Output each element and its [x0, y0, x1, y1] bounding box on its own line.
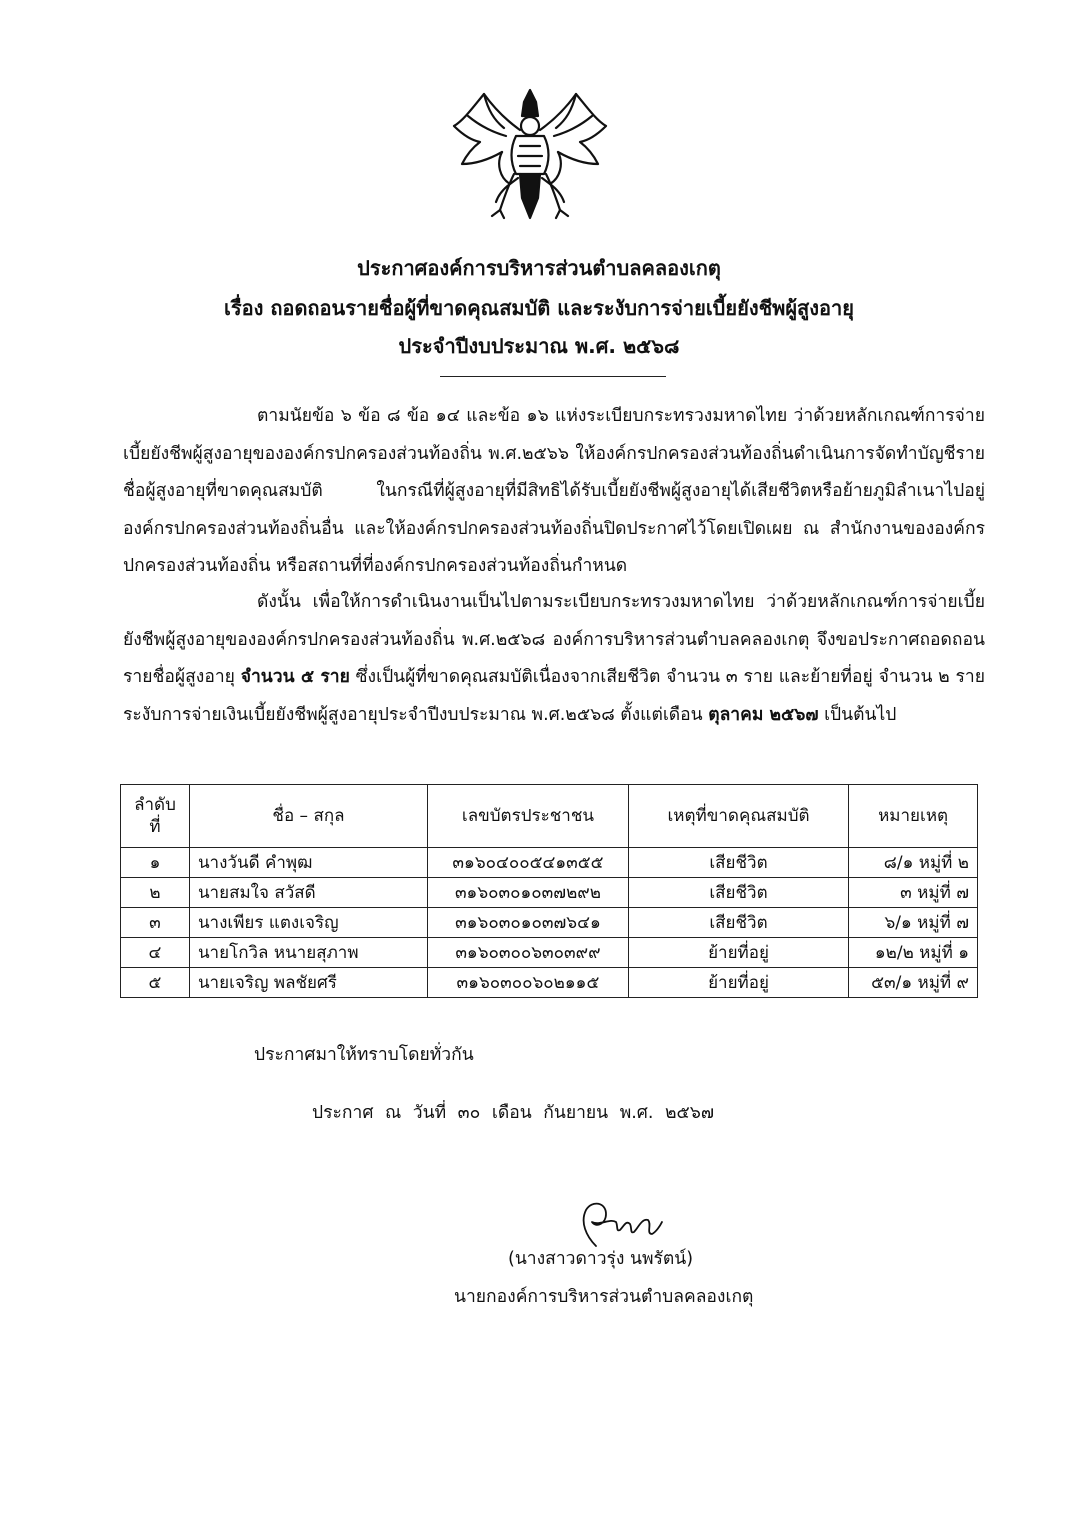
paragraph-emphasis-count: จำนวน ๕ ราย	[240, 667, 350, 687]
cell-no: ๒	[121, 878, 190, 908]
cell-name: นายเจริญ พลชัยศรี	[189, 968, 427, 998]
signer-name: (นางสาวดาวรุ่ง นพรัตน์)	[508, 1249, 694, 1269]
closing-statement: ประกาศมาให้ทราบโดยทั่วกัน	[254, 1045, 474, 1065]
column-header-note: หมายเหตุ	[849, 785, 978, 848]
cell-note: ๘/๑ หมู่ที่ ๒	[849, 848, 978, 878]
table-row	[121, 908, 978, 938]
table-row	[121, 848, 978, 878]
announcement-date: ประกาศ ณ วันที่ ๓๐ เดือน กันยายน พ.ศ. ๒๕๖๗	[312, 1103, 715, 1123]
garuda-emblem-icon	[444, 86, 616, 222]
cell-cause: เสียชีวิต	[628, 908, 848, 938]
cell-id: ๓๑๖๐๔๐๐๕๔๑๓๕๕	[428, 848, 629, 878]
cell-note: ๑๒/๒ หมู่ที่ ๑	[849, 938, 978, 968]
table-header-row	[121, 785, 978, 848]
paragraph-text: ดังนั้น เพื่อให้การดำเนินงานเป็นไปตามระเบียบกระทรวงมหาดไทย ว่าด้วยหลักเกณฑ์การจ่ายเบี้ยยังชีพผู้สูงอายุขององค์กรปกครองส่วนท้องถิ่น พ.ศ.๒๕๖๘ องค์การบริหารส่วนตำบลคลองเกตุ จึงขอประกาศถอดถอนรายชื่อผู้สูงอายุ	[123, 592, 985, 687]
column-header-name: ชื่อ – สกุล	[189, 785, 427, 848]
column-header-cause: เหตุที่ขาดคุณสมบัติ	[628, 785, 848, 848]
table-row	[121, 968, 978, 998]
cell-no: ๓	[121, 908, 190, 938]
table-row	[121, 878, 978, 908]
paragraph-regulation: ตามนัยข้อ ๖ ข้อ ๘ ข้อ ๑๔ และข้อ ๑๖ แห่งระเบียบกระทรวงมหาดไทย ว่าด้วยหลักเกณฑ์การจ่ายเบี้ยยังชีพผู้สูงอายุขององค์กรปกครองส่วนท้องถิ่น พ.ศ.๒๕๖๖ ให้องค์กรปกครองส่วนท้องถิ่นดำเนินการจัดทำบัญชีรายชื่อผู้สูงอายุที่ขาดคุณสมบัติ ในกรณีที่ผู้สูงอายุที่มีสิทธิได้รับเบี้ยยังชีพผู้สูงอายุได้เสียชีวิตหรือย้ายภูมิลำเนาไปอยู่องค์กรปกครองส่วนท้องถิ่นอื่น และให้องค์กรปกครองส่วนท้องถิ่นปิดประกาศไว้โดยเปิดเผย ณ สำนักงานขององค์กรปกครองส่วนท้องถิ่น หรือสถานที่ที่องค์กรปกครองส่วนท้องถิ่นกำหนด	[123, 406, 985, 576]
cell-no: ๑	[121, 848, 190, 878]
cell-name: นายโกวิล หนายสุภาพ	[189, 938, 427, 968]
cell-cause: ย้ายที่อยู่	[628, 968, 848, 998]
cell-cause: เสียชีวิต	[628, 878, 848, 908]
cell-cause: เสียชีวิต	[628, 848, 848, 878]
cell-note: ๓ หมู่ที่ ๗	[849, 878, 978, 908]
announcement-subject: เรื่อง ถอดถอนรายชื่อผู้ที่ขาดคุณสมบัติ และระงับการจ่ายเบี้ยยังชีพผู้สูงอายุ	[224, 296, 854, 320]
removed-names-table	[120, 784, 978, 998]
paragraph-text: ซึ่งเป็นผู้ที่ขาดคุณสมบัติเนื่องจากเสียชีวิต จำนวน ๓ ราย และย้ายที่อยู่ จำนวน ๒ ราย ระงับการจ่ายเงินเบี้ยยังชีพผู้สูงอายุประจำปีงบประมาณ พ.ศ.๒๕๖๘ ตั้งแต่เดือน	[123, 667, 985, 725]
paragraph-announcement	[123, 584, 985, 734]
cell-note: ๖/๑ หมู่ที่ ๗	[849, 908, 978, 938]
cell-id: ๓๑๖๐๓๐๐๖๐๒๑๑๕	[428, 968, 629, 998]
cell-no: ๔	[121, 938, 190, 968]
column-header-no: ลำดับที่	[121, 785, 190, 848]
cell-no: ๕	[121, 968, 190, 998]
cell-cause: ย้ายที่อยู่	[628, 938, 848, 968]
paragraph-emphasis-month: ตุลาคม ๒๕๖๗	[708, 704, 819, 725]
fiscal-year: ประจำปีงบประมาณ พ.ศ. ๒๕๖๘	[398, 334, 680, 358]
cell-name: นายสมใจ สวัสดี	[189, 878, 427, 908]
cell-id: ๓๑๖๐๓๐๐๖๓๐๓๙๙	[428, 938, 629, 968]
cell-id: ๓๑๖๐๓๐๑๐๓๗๒๙๒	[428, 878, 629, 908]
cell-note: ๕๓/๑ หมู่ที่ ๙	[849, 968, 978, 998]
cell-name: นางวันดี คำพุฒ	[189, 848, 427, 878]
paragraph-text: เป็นต้นไป	[818, 704, 897, 725]
title-divider	[440, 376, 666, 377]
signer-position: นายกองค์การบริหารส่วนตำบลคลองเกตุ	[454, 1287, 754, 1307]
column-header-id: เลขบัตรประชาชน	[428, 785, 629, 848]
cell-id: ๓๑๖๐๓๐๑๐๓๗๖๔๑	[428, 908, 629, 938]
cell-name: นางเพียร แตงเจริญ	[189, 908, 427, 938]
announcement-title: ประกาศองค์การบริหารส่วนตำบลคลองเกตุ	[357, 256, 721, 280]
table-row	[121, 938, 978, 968]
